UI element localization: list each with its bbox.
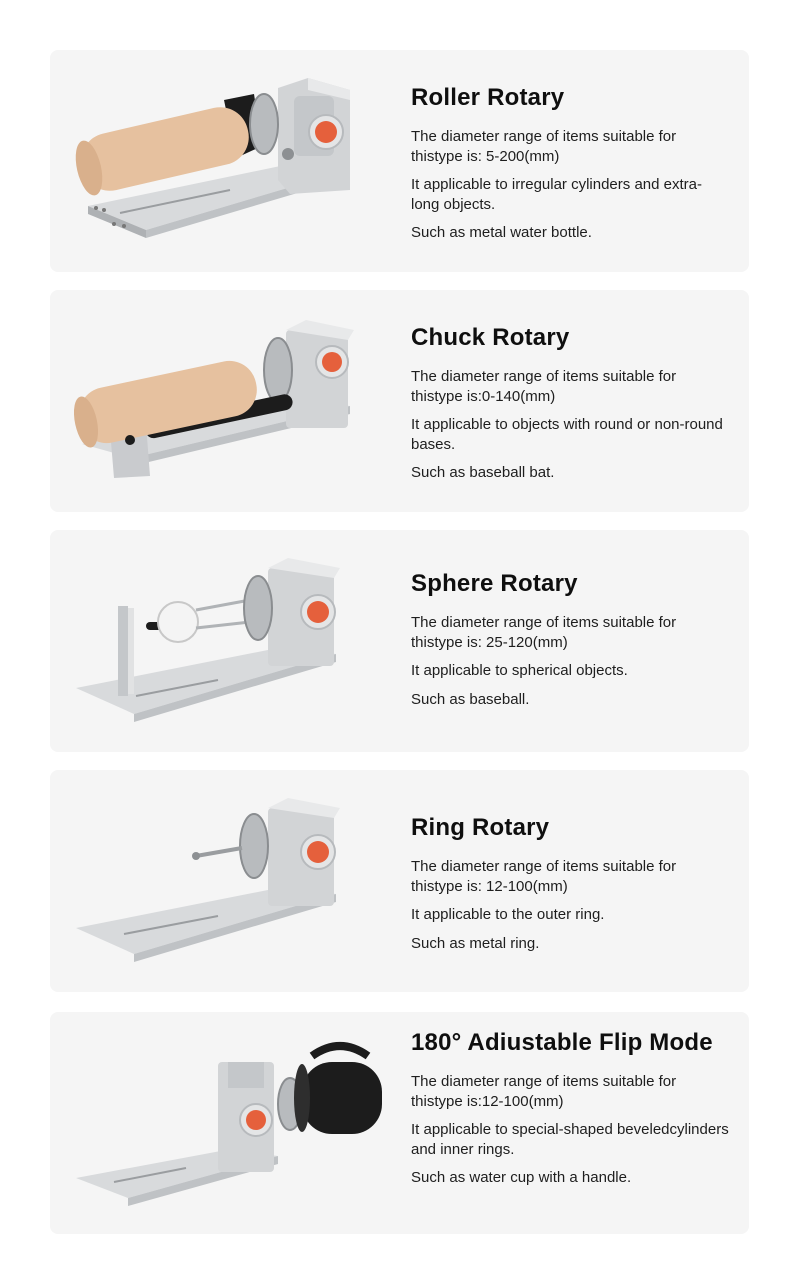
card-title: Roller Rotary bbox=[411, 84, 565, 111]
card-title: Ring Rotary bbox=[411, 814, 550, 841]
example-text: Such as baseball bat. bbox=[411, 464, 555, 481]
diameter-range-text: The diameter range of items suitable for thistype is: 12-100(mm) bbox=[411, 858, 677, 895]
card-ring-rotary bbox=[50, 770, 749, 992]
example-text: Such as water cup with a handle. bbox=[411, 1169, 632, 1186]
card-title: 180° Adiustable Flip Mode bbox=[411, 1029, 713, 1056]
roller-rotary-image bbox=[50, 50, 390, 272]
flip-mode-image bbox=[50, 1012, 390, 1234]
example-text: Such as metal water bottle. bbox=[411, 224, 592, 241]
chuck-rotary-image bbox=[50, 290, 390, 512]
card-chuck-rotary bbox=[50, 290, 749, 512]
application-text: It applicable to objects with round or non-round bases. bbox=[411, 416, 723, 453]
example-text: Such as metal ring. bbox=[411, 934, 540, 952]
example-text: Such as baseball. bbox=[411, 690, 530, 708]
diameter-range-text: The diameter range of items suitable for thistype is: 5-200(mm) bbox=[411, 128, 677, 165]
diameter-range-text: The diameter range of items suitable for thistype is:0-140(mm) bbox=[411, 368, 677, 405]
sphere-rotary-image bbox=[50, 530, 390, 752]
card-sphere-rotary bbox=[50, 530, 749, 752]
application-text: It applicable to spherical objects. bbox=[411, 662, 628, 679]
card-roller-rotary bbox=[50, 50, 749, 272]
ring-rotary-image bbox=[50, 770, 390, 992]
diameter-range-text: The diameter range of items suitable for thistype is: 25-120(mm) bbox=[411, 614, 677, 651]
card-flip-mode bbox=[50, 1012, 749, 1234]
card-title: Chuck Rotary bbox=[411, 324, 570, 351]
application-text: It applicable to the outer ring. bbox=[411, 906, 605, 923]
card-title: Sphere Rotary bbox=[411, 570, 578, 597]
application-text: It applicable to special-shaped beveledcylinders and inner rings. bbox=[411, 1121, 729, 1158]
application-text: It applicable to irregular cylinders and extra-long objects. bbox=[411, 176, 702, 213]
diameter-range-text: The diameter range of items suitable for thistype is:12-100(mm) bbox=[411, 1073, 677, 1110]
